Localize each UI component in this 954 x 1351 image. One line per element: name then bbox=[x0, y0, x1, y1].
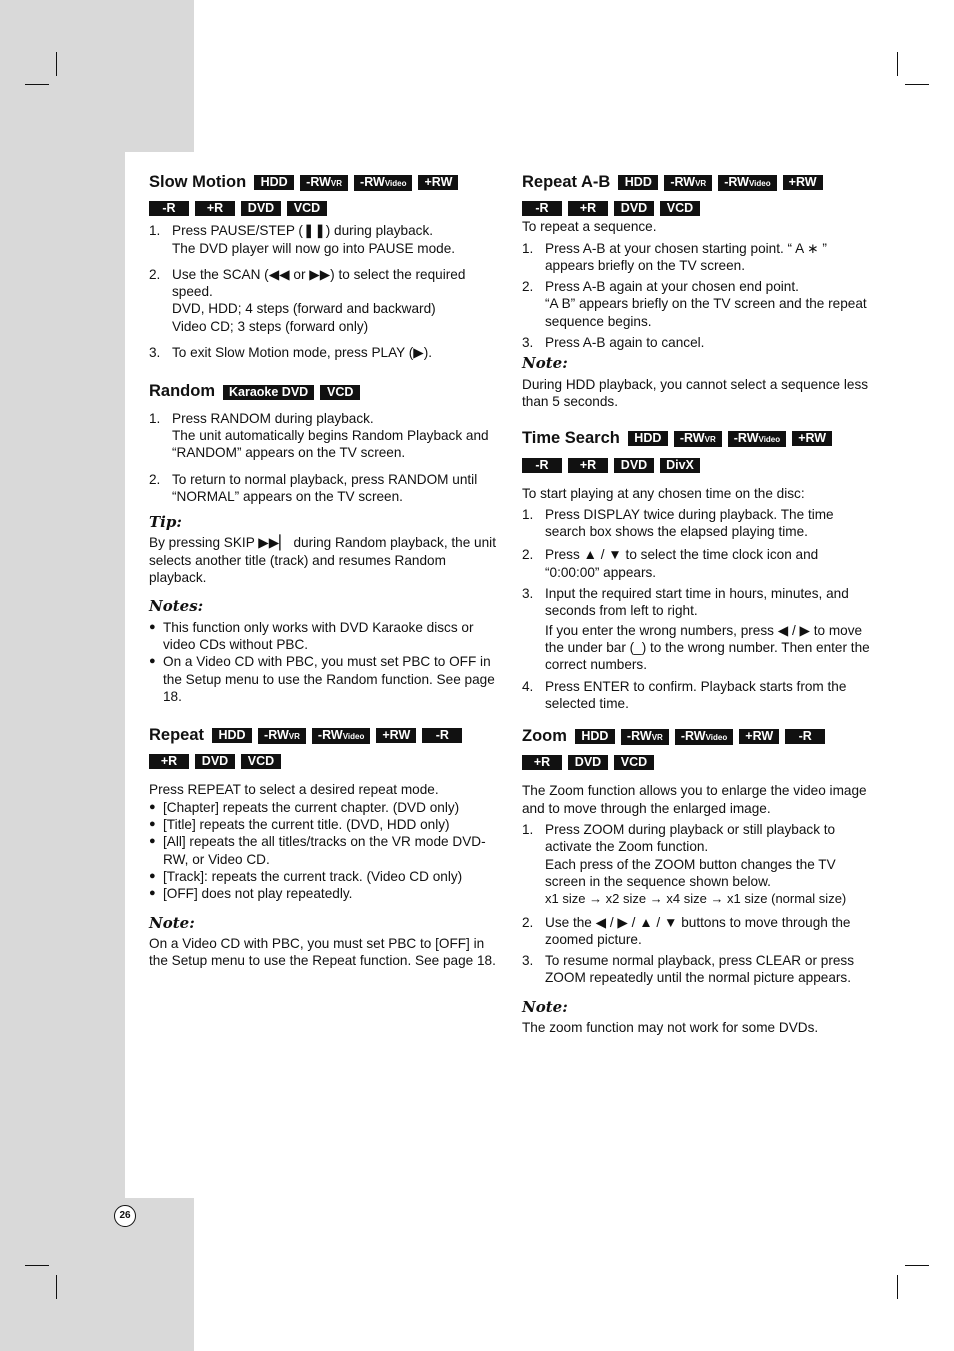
section-title: Slow Motion bbox=[149, 173, 247, 191]
list-item: 2. To return to normal playback, press RANDOM until “NORMAL” appears on the TV screen. bbox=[149, 471, 478, 504]
margin-band-bottom bbox=[0, 1198, 194, 1351]
badge-dvd: DVD bbox=[195, 754, 235, 769]
margin-band-top bbox=[0, 0, 194, 152]
badge-rw-vr: -RWVR bbox=[621, 729, 669, 745]
badge-dvd: DVD bbox=[241, 201, 281, 216]
badge-hdd: HDD bbox=[212, 728, 252, 743]
list-item: ● [All] repeats the all titles/tracks on the VR mode DVD-RW, or Video CD. bbox=[149, 834, 486, 867]
badge-vcd: VCD bbox=[241, 754, 281, 769]
steps-list bbox=[149, 222, 501, 361]
section-intro: To repeat a sequence. bbox=[522, 219, 657, 235]
left-column bbox=[149, 174, 501, 985]
badge-rw-video: -RWVideo bbox=[675, 729, 733, 745]
note-title: Note: bbox=[149, 913, 195, 932]
badge-minus-r: -R bbox=[522, 201, 562, 216]
list-item: 3. To resume normal playback, press CLEAR or press ZOOM repeatedly until the normal picture appears. bbox=[522, 953, 854, 986]
list-item: 1. Press PAUSE/STEP (❚❚) during playback. The DVD player will now go into PAUSE mode. bbox=[149, 223, 456, 256]
section-intro: To start playing at any chosen time on the disc: bbox=[522, 485, 805, 501]
list-item: 2. Press A-B again at your chosen end point. “A B” appears briefly on the TV screen and the repeat sequence begins. bbox=[522, 279, 867, 329]
steps-list bbox=[522, 821, 874, 987]
steps-list bbox=[522, 506, 874, 712]
crop-mark bbox=[25, 84, 49, 85]
page-number: 26 bbox=[114, 1205, 136, 1227]
section-heading bbox=[522, 728, 874, 770]
crop-mark bbox=[897, 1275, 898, 1299]
badge-rw-video: -RWVideo bbox=[728, 431, 786, 447]
section-intro: The Zoom function allows you to enlarge the video image and to move through the enlarged image. bbox=[522, 783, 867, 816]
notes-list bbox=[149, 619, 501, 705]
section-title: Zoom bbox=[522, 727, 567, 746]
list-item: 4. Press ENTER to confirm. Playback starts from the selected time. bbox=[522, 678, 847, 711]
crop-mark bbox=[25, 1265, 49, 1266]
crop-mark bbox=[905, 84, 929, 85]
list-item: 1. Press A-B at your chosen starting point. “ A ∗ ” appears briefly on the TV screen. bbox=[522, 240, 827, 273]
list-item: ● [Track]: repeats the current track. (Video CD only) bbox=[149, 868, 463, 884]
badge-dvd: DVD bbox=[614, 201, 654, 216]
list-item: 3. Input the required start time in hours, minutes, and seconds from left to right. If you enter the wrong numbers, press ◀ / ▶ to move the under bar (_) to the wrong number. Then enter the correct numbers. bbox=[522, 586, 870, 673]
badge-dvd: DVD bbox=[614, 458, 654, 473]
section-title: Repeat A-B bbox=[522, 173, 611, 191]
badge-minus-r: -R bbox=[422, 728, 462, 743]
list-item: 1. Press DISPLAY twice during playback. The time search box shows the elapsed playing time. bbox=[522, 506, 834, 540]
badge-rw-vr: -RWVR bbox=[300, 175, 348, 191]
margin-band-middle bbox=[0, 152, 125, 1198]
section-repeat bbox=[149, 727, 501, 969]
bullet-list bbox=[149, 799, 501, 903]
list-item: ● [OFF] does not play repeatedly. bbox=[149, 886, 353, 902]
badge-minus-r: -R bbox=[522, 458, 562, 473]
section-heading bbox=[149, 727, 501, 769]
badge-rw-vr: -RWVR bbox=[258, 728, 306, 744]
badge-vcd: VCD bbox=[320, 385, 360, 400]
badge-plus-rw: +RW bbox=[783, 175, 823, 190]
badge-karaoke-dvd: Karaoke DVD bbox=[223, 385, 314, 400]
badge-plus-r: +R bbox=[568, 458, 608, 473]
badge-plus-r: +R bbox=[195, 201, 235, 216]
badge-rw-video: -RWVideo bbox=[312, 728, 370, 744]
crop-mark bbox=[897, 52, 898, 76]
badge-rw-video: -RWVideo bbox=[718, 175, 776, 191]
note-text: On a Video CD with PBC, you must set PBC to [OFF] in the Setup menu to use the Repeat function. See page 18. bbox=[149, 935, 496, 969]
badge-hdd: HDD bbox=[254, 175, 294, 190]
badge-rw-vr: -RWVR bbox=[664, 175, 712, 191]
list-item: 1. Press RANDOM during playback. The unit automatically begins Random Playback and “RANDOM” appears on the TV screen. bbox=[149, 410, 489, 461]
badge-plus-r: +R bbox=[149, 754, 189, 769]
notes-title: Notes: bbox=[149, 597, 204, 616]
badge-plus-rw: +RW bbox=[418, 175, 458, 190]
section-intro: Press REPEAT to select a desired repeat mode. bbox=[149, 782, 439, 798]
section-title: Random bbox=[149, 382, 215, 401]
section-heading bbox=[149, 174, 501, 216]
steps-list bbox=[149, 410, 501, 505]
badge-rw-vr: -RWVR bbox=[674, 431, 722, 447]
section-title: Repeat bbox=[149, 726, 205, 745]
section-time-search bbox=[522, 430, 874, 712]
list-item: ● [Chapter] repeats the current chapter. (DVD only) bbox=[149, 799, 460, 815]
note-title: Note: bbox=[522, 354, 568, 373]
badge-plus-r: +R bbox=[522, 755, 562, 770]
note-text: During HDD playback, you cannot select a sequence less than 5 seconds. bbox=[522, 376, 869, 409]
note-title: Note: bbox=[522, 997, 568, 1016]
right-column bbox=[522, 174, 874, 1052]
badge-hdd: HDD bbox=[618, 175, 658, 190]
section-title: Time Search bbox=[522, 429, 620, 448]
list-item: ● [Title] repeats the current title. (DVD, HDD only) bbox=[149, 817, 450, 833]
list-item: 1. Press ZOOM during playback or still playback to activate the Zoom function. Each press of the ZOOM button changes the TV screen in the sequence shown below. x1 size → x2 size → x4 size → x1 size (normal size) bbox=[522, 822, 847, 907]
badge-plus-rw: +RW bbox=[376, 728, 416, 743]
note-text: The zoom function may not work for some DVDs. bbox=[522, 1019, 819, 1035]
section-heading bbox=[522, 430, 874, 472]
badge-dvd: DVD bbox=[568, 755, 608, 770]
badge-plus-r: +R bbox=[568, 201, 608, 216]
badge-hdd: HDD bbox=[575, 729, 615, 744]
badge-vcd: VCD bbox=[614, 755, 654, 770]
badge-rw-video: -RWVideo bbox=[354, 175, 412, 191]
section-slow-motion bbox=[149, 174, 501, 361]
crop-mark bbox=[56, 52, 57, 76]
section-heading bbox=[149, 383, 501, 400]
list-item: 3. Press A-B again to cancel. bbox=[522, 335, 705, 351]
badge-hdd: HDD bbox=[628, 431, 668, 446]
badge-vcd: VCD bbox=[660, 201, 700, 216]
section-random bbox=[149, 383, 501, 705]
badge-vcd: VCD bbox=[287, 201, 327, 216]
crop-mark bbox=[56, 1275, 57, 1299]
list-item: ● On a Video CD with PBC, you must set PBC to OFF in the Setup menu to use the Random function. See page 18. bbox=[149, 654, 495, 704]
section-heading bbox=[522, 174, 874, 216]
list-item: 2. Use the ◀ / ▶ / ▲ / ▼ buttons to move through the zoomed picture. bbox=[522, 914, 851, 947]
list-item: 2. Use the SCAN (◀◀ or ▶▶) to select the required speed. DVD, HDD; 4 steps (forward and backward) Video CD; 3 steps (forward only) bbox=[149, 266, 466, 334]
section-zoom bbox=[522, 728, 874, 1036]
steps-list bbox=[522, 240, 874, 352]
section-repeat-ab bbox=[522, 174, 874, 410]
list-item: ● This function only works with DVD Karaoke discs or video CDs without PBC. bbox=[149, 619, 474, 652]
list-item: 2. Press ▲ / ▼ to select the time clock icon and “0:00:00” appears. bbox=[522, 547, 819, 580]
badge-divx: DivX bbox=[660, 458, 700, 473]
badge-minus-r: -R bbox=[785, 729, 825, 744]
crop-mark bbox=[905, 1265, 929, 1266]
badge-plus-rw: +RW bbox=[792, 431, 832, 446]
list-item: 3. To exit Slow Motion mode, press PLAY (▶). bbox=[149, 345, 433, 361]
badge-plus-rw: +RW bbox=[739, 729, 779, 744]
tip-text: By pressing SKIP ▶▶▏ during Random playback, the unit selects another title (track) and resumes Random playback. bbox=[149, 535, 496, 586]
tip-title: Tip: bbox=[149, 513, 182, 532]
badge-minus-r: -R bbox=[149, 201, 189, 216]
